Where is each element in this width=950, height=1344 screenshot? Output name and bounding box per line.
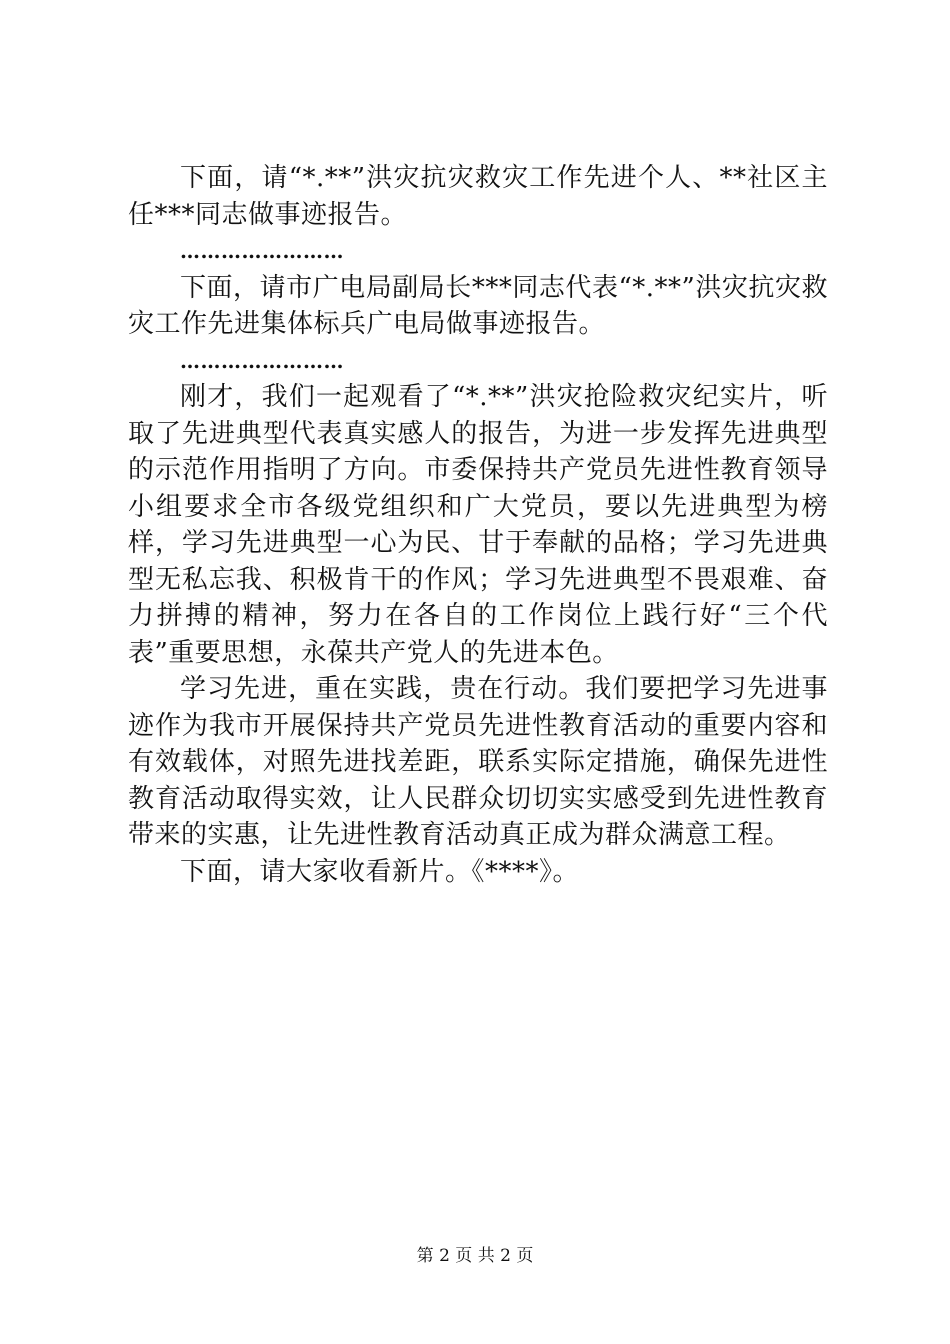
document-body xyxy=(128,160,828,890)
paragraph-summary: 刚才，我们一起观看了“*.**”洪灾抢险救灾纪实片，听取了先进典型代表真实感人的报告，为进一步发挥先进典型的示范作用指明了方向。市委保持共产党员先进性教育领导小组要求全市各级党组织和广大党员，要以先进典型为榜样，学习先进典型一心为民、甘于奉献的品格；学习先进典型无私忘我、积极肯干的作风；学习先进典型不畏艰难、奋力拼搏的精神，努力在各自的工作岗位上践行好“三个代表”重要思想，永葆共产党人的先进本色。 xyxy=(128,382,828,668)
page-footer: 第 2 页 共 2 页 xyxy=(416,1246,534,1266)
paragraph-call-to-action: 学习先进，重在实践，贵在行动。我们要把学习先进事迹作为我市开展保持共产党员先进性教育活动的重要内容和有效载体，对照先进找差距，联系实际定措施，确保先进性教育活动取得实效，让人民群众切切实实感受到先进性教育带来的实惠，让先进性教育活动真正成为群众满意工程。 xyxy=(128,674,828,850)
paragraph-intro-collective: 下面，请市广电局副局长***同志代表“*.**”洪灾抗灾救灾工作先进集体标兵广电局做事迹报告。 xyxy=(128,272,828,339)
ellipsis-separator: …………………… xyxy=(180,348,344,373)
paragraph-closing: 下面，请大家收看新片。《****》。 xyxy=(180,856,580,887)
paragraph-intro-individual: 下面，请“*.**”洪灾抗灾救灾工作先进个人、**社区主任***同志做事迹报告。 xyxy=(128,163,828,230)
ellipsis-separator: …………………… xyxy=(180,239,344,263)
